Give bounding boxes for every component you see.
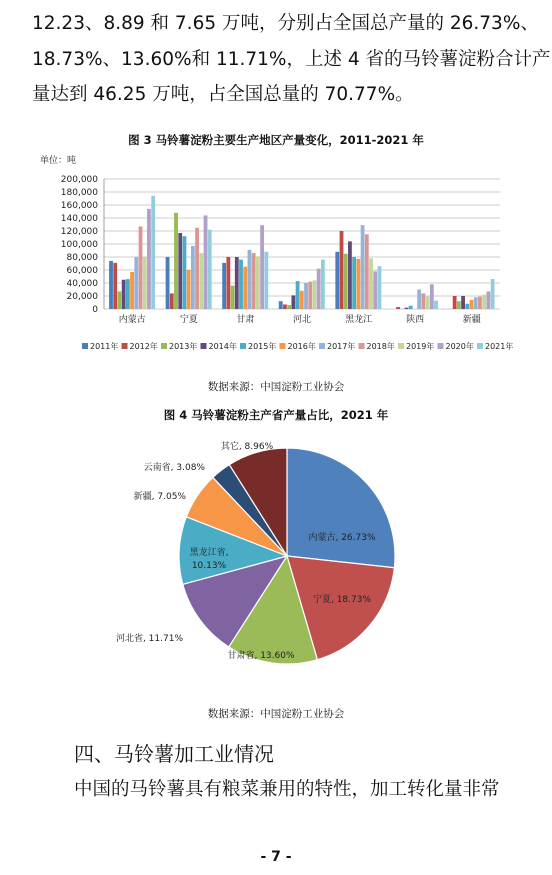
slice-label: 云南省, 3.08% xyxy=(143,463,205,473)
legend-swatch xyxy=(82,343,88,349)
bar xyxy=(139,226,143,309)
x-tick-label: 甘肃 xyxy=(236,315,255,325)
y-tick-label: 120,000 xyxy=(60,227,98,237)
x-tick-label: 新疆 xyxy=(462,315,481,325)
bar xyxy=(344,254,348,309)
bar xyxy=(191,246,195,309)
bar xyxy=(248,250,252,309)
paragraph-line: 12.23、8.89 和 7.65 万吨，分别占全国总产量的 26.73%、 xyxy=(32,13,539,34)
legend-label: 2021年 xyxy=(485,342,514,351)
bar xyxy=(486,291,490,309)
bar xyxy=(239,260,243,309)
bar xyxy=(143,257,147,309)
y-tick-label: 200,000 xyxy=(60,175,98,185)
bar xyxy=(340,231,344,309)
legend-swatch xyxy=(359,343,365,349)
legend-swatch xyxy=(319,343,325,349)
legend-swatch xyxy=(201,343,207,349)
bar xyxy=(166,257,170,309)
bar xyxy=(417,290,421,310)
figure3-title: 图 3 马铃薯淀粉主要生产地区产量变化，2011-2021 年 xyxy=(128,133,424,147)
x-tick-label: 内蒙古 xyxy=(118,315,146,325)
bar xyxy=(243,267,247,309)
bar xyxy=(279,301,283,309)
bar xyxy=(183,236,187,309)
bar xyxy=(482,295,486,309)
slice-label: 内蒙古, 26.73% xyxy=(308,533,376,543)
bar xyxy=(373,271,377,309)
unit-label: 单位：吨 xyxy=(40,156,77,166)
legend-label: 2018年 xyxy=(366,342,395,351)
bar xyxy=(461,296,465,309)
legend-label: 2012年 xyxy=(129,342,158,351)
bar xyxy=(170,293,174,309)
slice-label: 新疆, 7.05% xyxy=(133,492,186,502)
bar xyxy=(252,253,256,309)
bar xyxy=(317,269,321,309)
y-tick-label: 20,000 xyxy=(66,292,98,302)
bar xyxy=(361,225,365,309)
pie-slice xyxy=(287,448,395,568)
x-tick-label: 宁夏 xyxy=(179,315,198,325)
bar xyxy=(348,241,352,309)
legend-label: 2020年 xyxy=(445,342,474,351)
legend-label: 2015年 xyxy=(248,342,277,351)
bar xyxy=(478,297,482,309)
bar xyxy=(231,286,235,309)
bar xyxy=(356,259,360,309)
x-tick-label: 黑龙江 xyxy=(345,315,373,325)
legend-swatch xyxy=(122,343,128,349)
paragraph-line: 量达到 46.25 万吨，占全国总量的 70.77%。 xyxy=(32,84,414,105)
slice-label: 10.13% xyxy=(191,561,227,571)
bar-chart xyxy=(0,150,552,380)
y-tick-label: 80,000 xyxy=(66,253,98,263)
legend-label: 2017年 xyxy=(327,342,356,351)
legend-label: 2011年 xyxy=(90,342,119,351)
section-heading: 四、马铃薯加工业情况 xyxy=(74,742,274,766)
bar xyxy=(474,297,478,309)
bar xyxy=(430,284,434,309)
x-tick-label: 陕西 xyxy=(406,315,425,325)
bar xyxy=(304,283,308,309)
bar xyxy=(457,301,461,309)
bar xyxy=(491,279,495,309)
paragraph-line: 18.73%、13.60%和 11.71%，上述 4 省的马铃薯淀粉合计产 xyxy=(32,48,551,70)
bar xyxy=(405,308,409,309)
section-paragraph: 中国的马铃薯具有粮菜兼用的特性，加工转化量非常 xyxy=(74,779,500,800)
bar xyxy=(283,304,287,309)
pie-chart xyxy=(0,432,552,702)
bar xyxy=(134,257,138,309)
bar xyxy=(378,266,382,309)
y-tick-label: 100,000 xyxy=(60,240,98,250)
bar xyxy=(308,282,312,309)
bar xyxy=(126,279,130,309)
y-tick-label: 140,000 xyxy=(60,214,98,224)
bar xyxy=(296,281,300,309)
y-tick-label: 40,000 xyxy=(66,279,98,289)
bar xyxy=(130,272,134,309)
bar xyxy=(151,196,155,309)
bar xyxy=(396,307,400,309)
y-tick-label: 160,000 xyxy=(60,201,98,211)
bar xyxy=(147,209,151,309)
bar xyxy=(352,257,356,309)
slice-label: 黑龙江省, xyxy=(189,548,229,558)
intro-paragraph xyxy=(32,6,551,113)
legend-label: 2019年 xyxy=(406,342,435,351)
bar xyxy=(453,296,457,309)
bar xyxy=(264,252,268,309)
figure3-source: 数据来源：中国淀粉工业协会 xyxy=(207,381,345,393)
slice-label: 河北省, 11.71% xyxy=(115,634,183,644)
bar xyxy=(260,225,264,309)
bar xyxy=(287,305,291,309)
bar xyxy=(291,295,295,309)
legend-label: 2014年 xyxy=(208,342,237,351)
slice-label: 其它, 8.96% xyxy=(220,442,274,452)
bar xyxy=(199,253,203,309)
bar xyxy=(118,291,122,309)
bar xyxy=(365,234,369,309)
figure4-title: 图 4 马铃薯淀粉主产省产量占比，2021 年 xyxy=(163,408,389,422)
legend-swatch xyxy=(477,343,483,349)
page-number: - 7 - xyxy=(260,849,292,865)
y-tick-label: 0 xyxy=(92,305,98,315)
legend-swatch xyxy=(398,343,404,349)
bar xyxy=(321,260,325,309)
bar xyxy=(313,280,317,309)
bar xyxy=(122,280,126,309)
bar xyxy=(178,233,182,309)
bar xyxy=(195,228,199,309)
bar xyxy=(187,270,191,309)
slice-label: 宁夏, 18.73% xyxy=(312,595,372,605)
bar xyxy=(226,257,230,309)
y-tick-label: 180,000 xyxy=(60,188,98,198)
x-tick-label: 河北 xyxy=(292,315,312,325)
bar xyxy=(465,304,469,309)
bar xyxy=(109,261,113,309)
legend-label: 2013年 xyxy=(169,342,198,351)
y-tick-label: 60,000 xyxy=(66,266,98,276)
bar xyxy=(204,215,208,309)
bar xyxy=(421,293,425,309)
bar xyxy=(174,213,178,309)
bar xyxy=(369,258,373,309)
bar xyxy=(113,263,117,309)
bar xyxy=(434,301,438,309)
bar xyxy=(300,291,304,309)
bar xyxy=(335,252,339,309)
bar xyxy=(426,297,430,309)
bar xyxy=(208,230,212,309)
bar xyxy=(256,256,260,309)
bar xyxy=(470,300,474,309)
figure4-source: 数据来源：中国淀粉工业协会 xyxy=(207,708,345,720)
legend-swatch xyxy=(161,343,167,349)
slice-label: 甘肃省, 13.60% xyxy=(227,651,295,661)
bar xyxy=(222,263,226,309)
legend-swatch xyxy=(280,343,286,349)
legend-swatch xyxy=(438,343,444,349)
legend-label: 2016年 xyxy=(287,342,316,351)
bar xyxy=(409,306,413,309)
legend-swatch xyxy=(240,343,246,349)
bar xyxy=(235,257,239,309)
